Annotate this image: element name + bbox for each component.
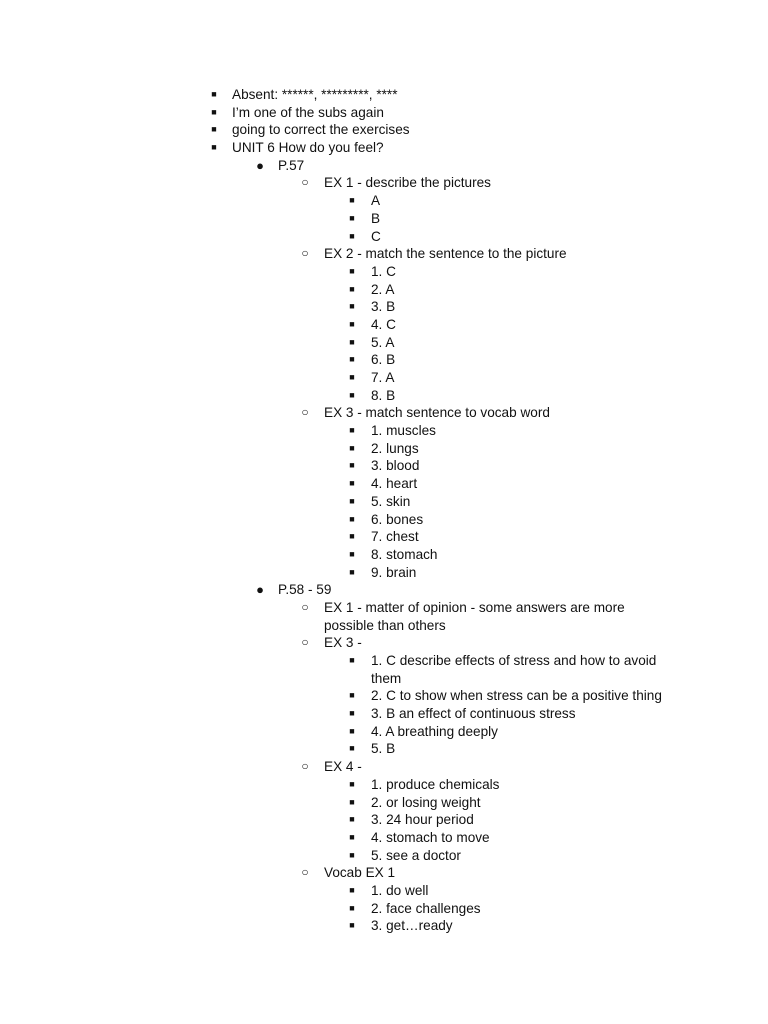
square-bullet-icon: ■	[349, 425, 355, 436]
list-item-text: 4. A breathing deeply	[371, 723, 498, 739]
list-item	[0, 829, 768, 847]
circle-bullet-icon: ○	[301, 175, 309, 190]
square-bullet-icon: ■	[349, 195, 355, 206]
square-bullet-icon: ■	[211, 142, 217, 153]
square-bullet-icon: ■	[349, 389, 355, 400]
list-item	[0, 740, 768, 758]
list-item	[0, 493, 768, 511]
list-item	[0, 245, 768, 263]
list-item	[0, 228, 768, 246]
list-item-text: 1. C describe effects of stress and how to avoid them	[371, 653, 657, 686]
list-item-text: 5. see a doctor	[371, 847, 461, 863]
square-bullet-icon: ■	[349, 230, 355, 241]
list-item-text: EX 3 -	[324, 635, 362, 651]
list-item-text: 3. 24 hour period	[371, 812, 474, 828]
list-item	[0, 546, 768, 564]
square-bullet-icon: ■	[349, 548, 355, 559]
list-item-text: 3. B an effect of continuous stress	[371, 706, 576, 722]
square-bullet-icon: ■	[349, 902, 355, 913]
list-item-text: I’m one of the subs again	[232, 104, 384, 120]
list-item-text: 2. or losing weight	[371, 794, 481, 810]
list-item	[0, 192, 768, 210]
square-bullet-icon: ■	[349, 442, 355, 453]
square-bullet-icon: ■	[349, 495, 355, 506]
list-item	[0, 652, 768, 687]
square-bullet-icon: ■	[211, 106, 217, 117]
list-item-text: P.58 - 59	[278, 582, 332, 598]
list-item-text: Vocab EX 1	[324, 865, 396, 881]
square-bullet-icon: ■	[349, 318, 355, 329]
list-item	[0, 882, 768, 900]
circle-bullet-icon: ○	[301, 405, 309, 420]
square-bullet-icon: ■	[349, 301, 355, 312]
square-bullet-icon: ■	[349, 212, 355, 223]
list-item-text: 3. get…ready	[371, 918, 453, 934]
square-bullet-icon: ■	[349, 478, 355, 489]
list-item-text: 2. A	[371, 281, 395, 297]
list-item	[0, 281, 768, 299]
list-item	[0, 599, 768, 634]
list-item-text: 4. stomach to move	[371, 829, 490, 845]
list-item	[0, 687, 768, 705]
list-item-text: Absent: ******, *********, ****	[232, 87, 398, 102]
square-bullet-icon: ■	[349, 283, 355, 294]
list-item	[0, 86, 768, 104]
list-item-text: 7. A	[371, 370, 395, 385]
list-item	[0, 369, 768, 387]
square-bullet-icon: ■	[349, 920, 355, 931]
list-item-text: 6. bones	[371, 511, 424, 527]
list-item-text: C	[371, 228, 381, 244]
list-item-text: 2. C to show when stress can be a positive thing	[371, 688, 662, 704]
circle-bullet-icon: ○	[301, 246, 309, 261]
list-item	[0, 758, 768, 776]
list-item-text: 1. C	[371, 263, 396, 279]
list-item	[0, 351, 768, 369]
list-item	[0, 864, 768, 882]
square-bullet-icon: ■	[349, 814, 355, 825]
list-item-text: EX 1 - describe the pictures	[324, 175, 491, 191]
list-item	[0, 422, 768, 440]
square-bullet-icon: ■	[349, 372, 355, 382]
list-item	[0, 457, 768, 475]
square-bullet-icon: ■	[349, 655, 355, 666]
list-item	[0, 528, 768, 546]
list-item	[0, 104, 768, 122]
list-item-text: B	[371, 210, 381, 226]
list-item-text: A	[371, 193, 381, 209]
list-item-text: EX 2 - match the sentence to the picture	[324, 246, 567, 262]
list-item-text: 5. A	[371, 334, 395, 350]
list-item	[0, 581, 768, 599]
list-item	[0, 847, 768, 865]
list-item-text: 9. brain	[371, 564, 417, 580]
list-item	[0, 139, 768, 157]
list-item-text: 8. B	[371, 387, 396, 403]
list-item	[0, 917, 768, 935]
list-item	[0, 511, 768, 529]
list-item-text: EX 4 -	[324, 759, 362, 775]
list-item	[0, 475, 768, 493]
square-bullet-icon: ■	[349, 778, 355, 789]
list-item-text: 8. stomach	[371, 546, 438, 562]
list-item-text: 6. B	[371, 352, 396, 368]
list-item-text: 4. heart	[371, 476, 418, 492]
square-bullet-icon: ■	[349, 566, 355, 577]
circle-bullet-icon: ○	[301, 635, 309, 650]
list-item-text: EX 3 - match sentence to vocab word	[324, 405, 550, 421]
square-bullet-icon: ■	[349, 513, 355, 524]
square-bullet-icon: ■	[349, 796, 355, 807]
square-bullet-icon: ■	[211, 89, 217, 99]
list-item	[0, 794, 768, 812]
square-bullet-icon: ■	[349, 743, 355, 754]
list-item	[0, 263, 768, 281]
list-item	[0, 174, 768, 192]
list-item	[0, 210, 768, 228]
list-item	[0, 157, 768, 175]
list-item	[0, 723, 768, 741]
square-bullet-icon: ■	[349, 884, 355, 895]
square-bullet-icon: ■	[349, 354, 355, 365]
square-bullet-icon: ■	[349, 336, 355, 347]
square-bullet-icon: ■	[349, 831, 355, 842]
list-item	[0, 334, 768, 352]
list-item-text: 1. do well	[371, 882, 429, 898]
list-item-text: UNIT 6 How do you feel?	[232, 140, 384, 156]
list-item	[0, 705, 768, 723]
list-item	[0, 776, 768, 794]
list-item-text: 2. face challenges	[371, 900, 481, 916]
list-item-text: 3. B	[371, 299, 396, 315]
disc-bullet-icon: ●	[256, 157, 264, 173]
list-item-text: 5. skin	[371, 493, 411, 509]
square-bullet-icon: ■	[349, 849, 355, 860]
square-bullet-icon: ■	[211, 124, 217, 135]
list-item	[0, 121, 768, 139]
square-bullet-icon: ■	[349, 708, 355, 719]
circle-bullet-icon: ○	[301, 865, 309, 880]
square-bullet-icon: ■	[349, 265, 355, 276]
circle-bullet-icon: ○	[301, 599, 309, 614]
list-item	[0, 298, 768, 316]
list-item-text: 7. chest	[371, 529, 419, 545]
list-item-text: 2. lungs	[371, 440, 419, 456]
list-item	[0, 404, 768, 422]
list-item-text: 3. blood	[371, 458, 420, 474]
list-item	[0, 634, 768, 652]
list-item-text: 1. muscles	[371, 423, 436, 439]
list-item-text: going to correct the exercises	[232, 122, 410, 138]
list-item	[0, 900, 768, 918]
list-item-text: 5. B	[371, 741, 396, 757]
list-item-text: 4. C	[371, 316, 396, 332]
circle-bullet-icon: ○	[301, 759, 309, 774]
document-outline	[0, 86, 768, 935]
disc-bullet-icon: ●	[256, 582, 264, 598]
list-item	[0, 316, 768, 334]
list-item	[0, 811, 768, 829]
square-bullet-icon: ■	[349, 725, 355, 736]
list-item	[0, 564, 768, 582]
list-item-text: 1. produce chemicals	[371, 776, 500, 792]
list-item	[0, 440, 768, 458]
list-item-text: P.57	[278, 157, 305, 173]
list-item	[0, 387, 768, 405]
square-bullet-icon: ■	[349, 460, 355, 471]
list-item-text: EX 1 - matter of opinion - some answers are more possible than others	[324, 599, 625, 633]
square-bullet-icon: ■	[349, 531, 355, 542]
square-bullet-icon: ■	[349, 690, 355, 701]
